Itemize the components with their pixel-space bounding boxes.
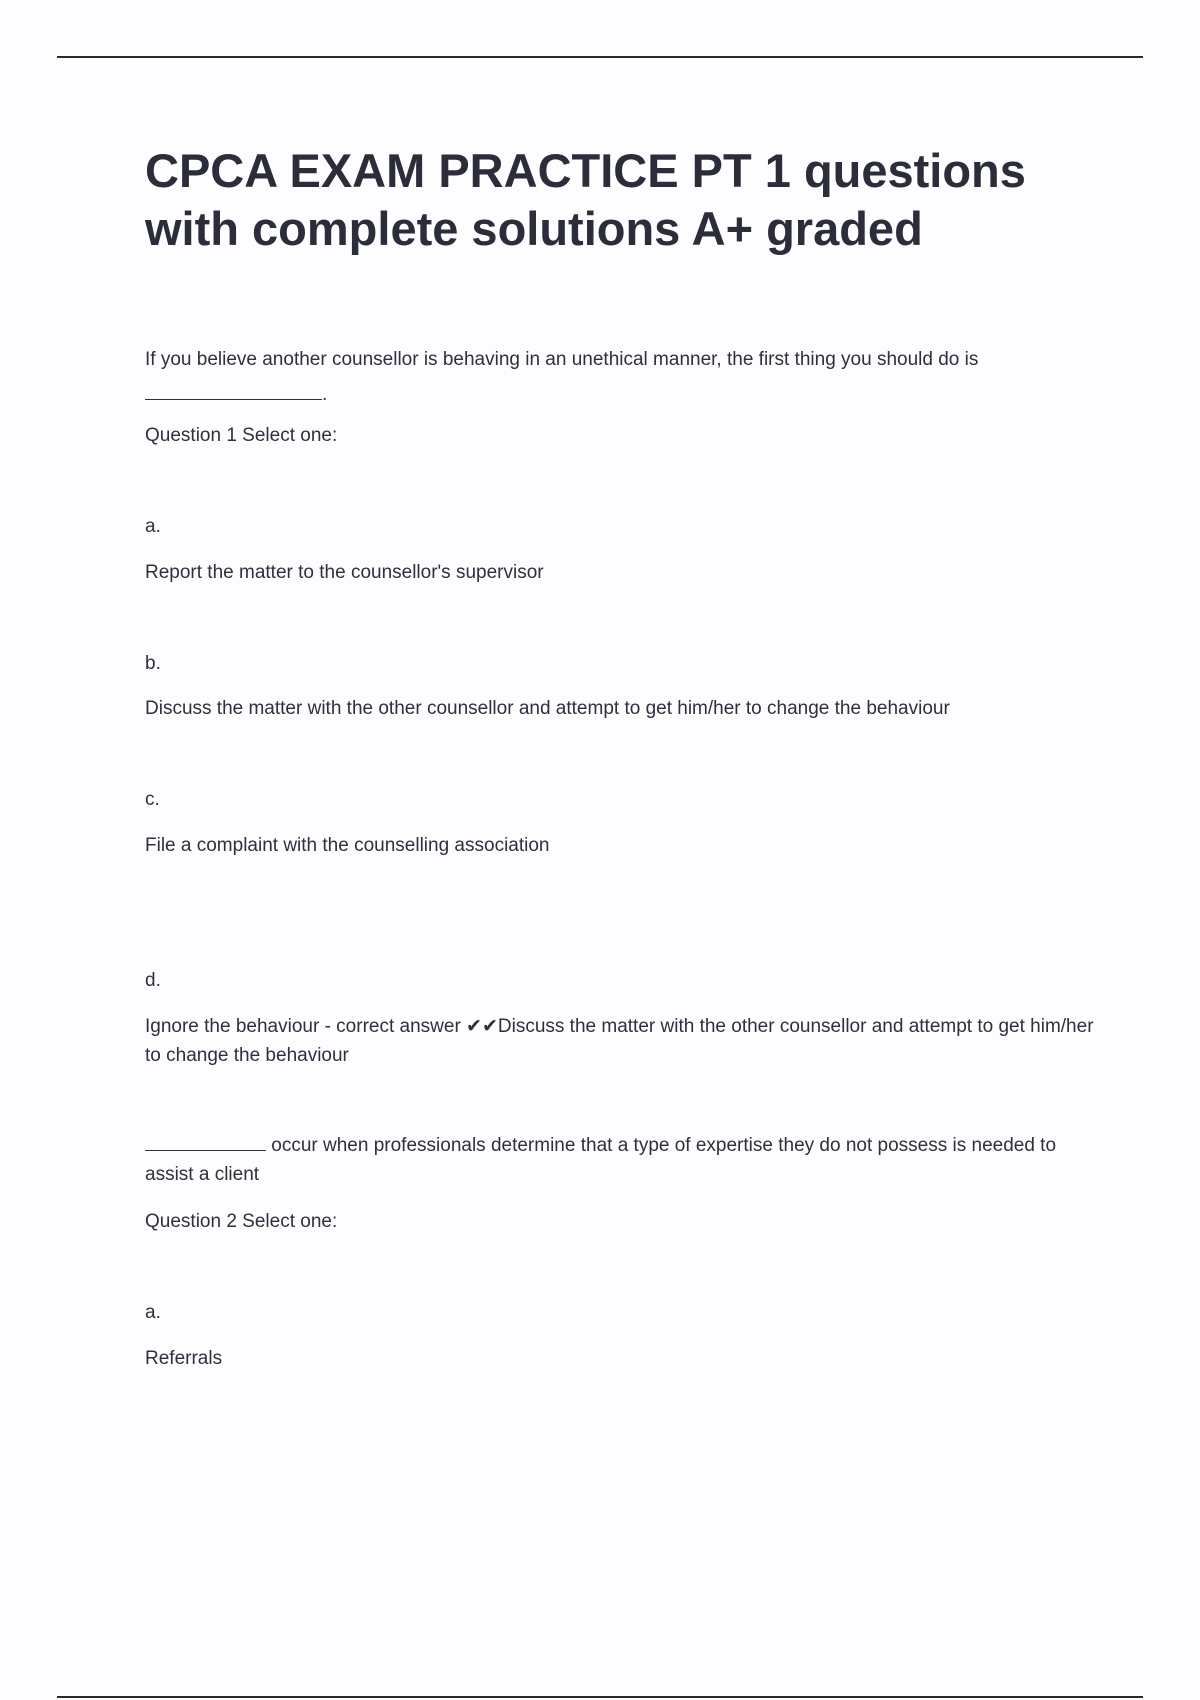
option-a-text: Report the matter to the counsellor's supervisor [145, 562, 544, 583]
option-b-text: Discuss the matter with the other counsellor and attempt to get him/her to change the behaviour [145, 698, 950, 719]
question-2-prompt: Question 2 Select one: [145, 1211, 338, 1232]
answer-blank [145, 1146, 266, 1151]
option-d-letter: d. [145, 970, 161, 991]
option-a-letter: a. [145, 1302, 161, 1323]
question-1-stem-blank [145, 380, 327, 409]
option-c-letter: c. [145, 789, 160, 810]
question-1-stem-text: If you believe another counsellor is behaving in an unethical manner, the first thing you should do is [145, 349, 979, 370]
option-a-letter: a. [145, 516, 161, 537]
option-c-text: File a complaint with the counselling association [145, 835, 550, 856]
option-a-text: Referrals [145, 1348, 223, 1369]
question-1-stem [145, 345, 978, 374]
option-b-letter: b. [145, 653, 161, 674]
question-1-stem-suffix: . [322, 384, 328, 405]
answer-blank [145, 395, 322, 400]
option-d-text: Ignore the behaviour - correct answer ✔✔Discuss the matter with the other counsellor and attempt to get him/her to change the behaviour [145, 1016, 1094, 1066]
question-1-prompt: Question 1 Select one: [145, 425, 338, 446]
document-title: CPCA EXAM PRACTICE PT 1 questions with complete solutions A+ graded [145, 144, 1026, 255]
question-2-stem [145, 1131, 1095, 1189]
question-2-stem-text: occur when professionals determine that a type of expertise they do not possess is needed to assist a client [145, 1135, 1057, 1185]
bottom-rule [57, 1696, 1143, 1698]
top-rule [57, 56, 1143, 58]
